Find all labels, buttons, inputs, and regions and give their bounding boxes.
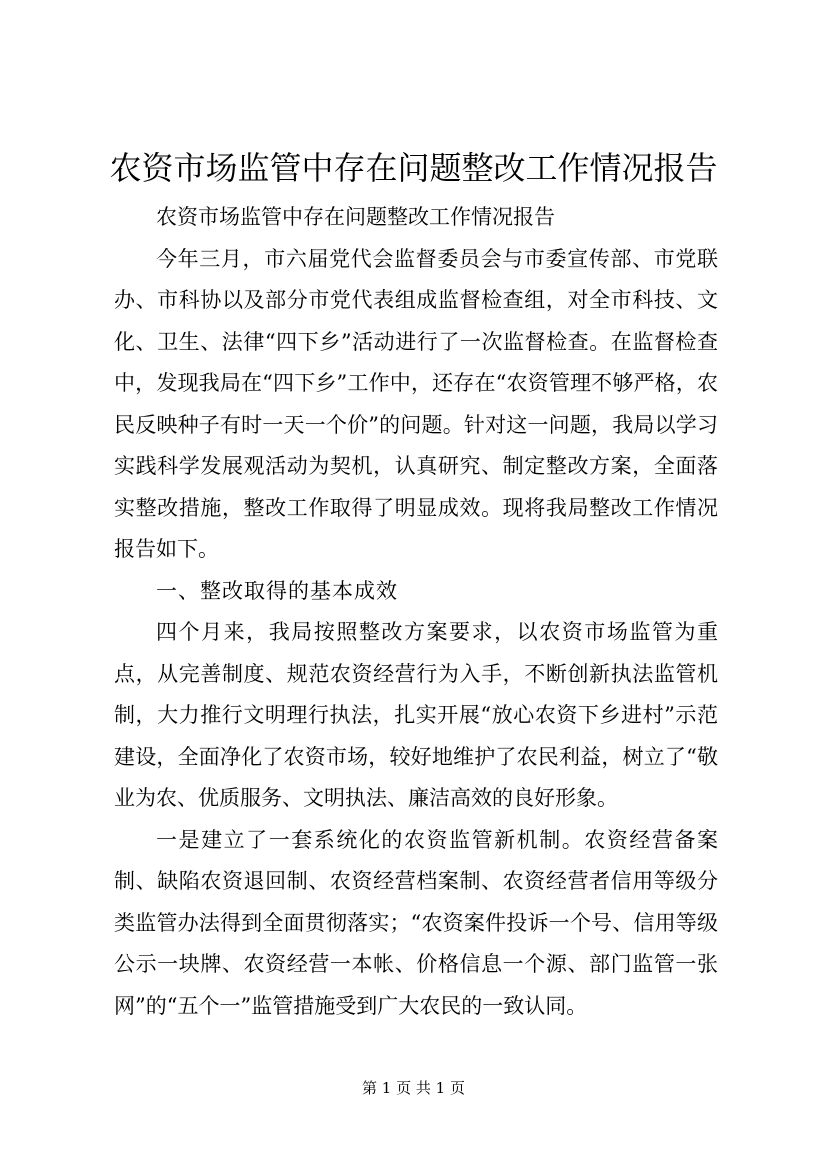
section-heading: 一、整改取得的基本成效 — [156, 578, 398, 603]
page-footer: 第 1 页 共 1 页 — [362, 1079, 465, 1097]
body-paragraph-intro: 今年三月，市六届党代会监督委员会与市委宣传部、市党联办、市科协以及部分市党代表组成监督检查组，对全市科技、文化、卫生、法律“四下乡”活动进行了一次监督检查。在监督检查中，发现我局在“四下乡”工作中，还存在“农资管理不够严格，农民反映种子有时一天一个价”的问题。针对这一问题，我局以学习实践科学发展观活动为契机，认真研究、制定整改方案，全面落实整改措施，整改工作取得了明显成效。现将我局整改工作情况报告如下。 — [114, 246, 718, 561]
document-title: 农资市场监管中存在问题整改工作情况报告 — [109, 149, 718, 187]
body-paragraph-mechanism: 一是建立了一套系统化的农资监管新机制。农资经营备案制、缺陷农资退回制、农资经营档案制、农资经营者信用等级分类监管办法得到全面贯彻落实；“农资案件投诉一个号、信用等级公示一块牌、农资经营一本帐、价格信息一个源、部门监管一张网”的“五个一”监管措施受到广大农民的一致认同。 — [114, 827, 718, 1018]
body-paragraph-subtitle: 农资市场监管中存在问题整改工作情况报告 — [156, 205, 555, 229]
document-body — [114, 197, 718, 1027]
body-paragraph-results: 四个月来，我局按照整改方案要求，以农资市场监管为重点，从完善制度、规范农资经营行为入手，不断创新执法监管机制，大力推行文明理行执法，扎实开展“放心农资下乡进村”示范建设，全面净化了农资市场，较好地维护了农民利益，树立了“敬业为农、优质服务、文明执法、廉洁高效的良好形象。 — [114, 620, 718, 810]
